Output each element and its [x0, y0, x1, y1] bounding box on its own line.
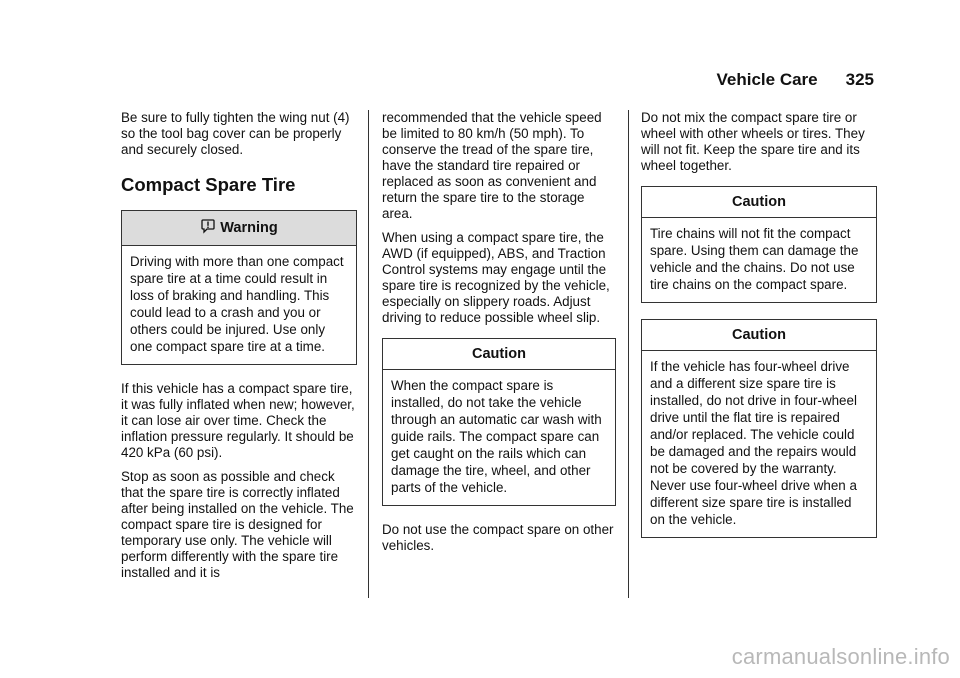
caution-header: Caution: [642, 320, 876, 351]
caution-text: When the compact spare is installed, do not take the vehicle through an automatic car wash with guide rails. The compact spare can get caught on the rails which can damage the tire, wheel, and other parts of the vehicle.: [391, 378, 602, 495]
section-title: Compact Spare Tire: [121, 174, 296, 195]
page-number: 325: [845, 70, 874, 89]
column-2: [382, 110, 616, 562]
warning-header: [122, 211, 356, 246]
caution-box: [641, 186, 877, 303]
warning-icon: [200, 218, 216, 238]
paragraph: Do not mix the compact spare tire or wheel with other wheels or tires. They will not fit. Keep the spare tire and its wheel together.: [641, 110, 865, 173]
caution-header: Caution: [383, 339, 615, 370]
column-3: [641, 110, 877, 554]
paragraph: If this vehicle has a compact spare tire, it was fully inflated when new; however, it can lose air over time. Check the inflation pressure regularly. It should be 420 kPa (60 psi).: [121, 381, 355, 460]
intro-paragraph: Be sure to fully tighten the wing nut (4) so the tool bag cover can be properly and securely closed.: [121, 110, 350, 157]
caution-box: [641, 319, 877, 538]
caution-text: If the vehicle has four-wheel drive and a different size spare tire is installed, do not drive in four-wheel drive until the flat tire is repaired and/or replaced. The vehicle could be damaged and the repairs would not be covered by the warranty. Never use four-wheel drive when a different size spare tire is installed on the vehicle.: [650, 359, 857, 527]
column-1: [121, 110, 357, 589]
page-title: Vehicle Care: [716, 70, 818, 89]
warning-box: [121, 210, 357, 365]
paragraph: Do not use the compact spare on other vehicles.: [382, 522, 614, 553]
caution-text: Tire chains will not fit the compact spare. Using them can damage the vehicle and the chains. Do not use tire chains on the compact spare.: [650, 226, 859, 292]
warning-title: Warning: [220, 220, 278, 236]
paragraph: recommended that the vehicle speed be limited to 80 km/h (50 mph). To conserve the tread of the spare tire, have the standard tire repaired or replaced as soon as convenient and return the spare tire to the storage area.: [382, 110, 602, 221]
paragraph: When using a compact spare tire, the AWD (if equipped), ABS, and Traction Control systems may engage until the spare tire is recognized by the vehicle, especially on slippery roads. Adjust driving to reduce possible wheel slip.: [382, 230, 610, 325]
caution-box: [382, 338, 616, 506]
page-header: [717, 70, 875, 90]
paragraph: Stop as soon as possible and check that the spare tire is correctly inflated after being installed on the vehicle. The compact spare tire is designed for temporary use only. The vehicle will perform differently with the spare tire installed and it is: [121, 469, 354, 580]
column-divider: [368, 110, 369, 598]
column-divider: [628, 110, 629, 598]
caution-header: Caution: [642, 187, 876, 218]
watermark: carmanualsonline.info: [731, 644, 950, 669]
warning-text: Driving with more than one compact spare tire at a time could result in loss of braking and handling. This could lead to a crash and you or others could be injured. Use only one compact spare tire at a time.: [130, 254, 344, 354]
